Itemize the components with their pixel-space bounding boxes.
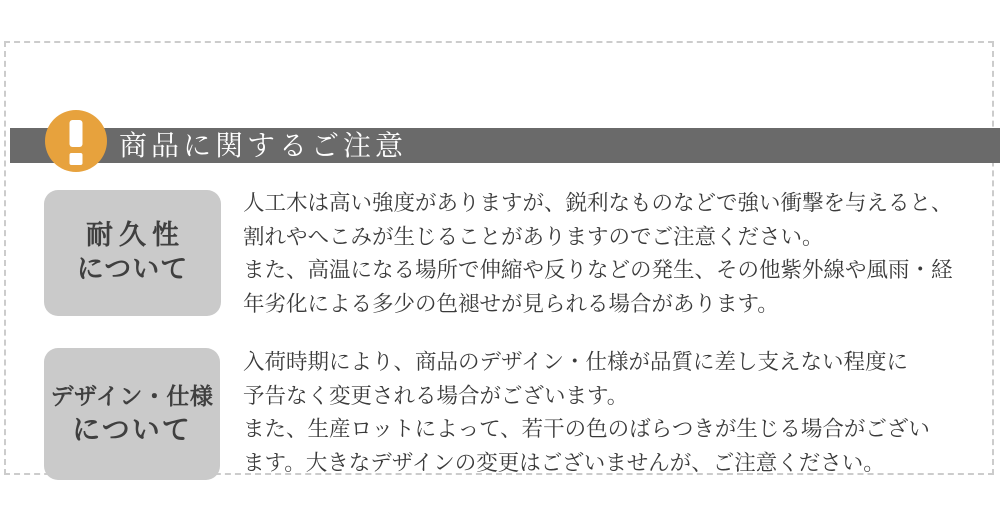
- design-spec-label-line1: デザイン・仕様: [50, 384, 214, 410]
- design-spec-label-box: [44, 348, 220, 480]
- exclamation-icon: [45, 110, 107, 172]
- exclamation-dot: [70, 153, 83, 165]
- durability-label-line2: について: [76, 254, 189, 285]
- durability-text-line2: 割れやへこみが生じることがありますのでご注意ください。: [243, 224, 824, 250]
- notice-panel: [4, 41, 994, 475]
- durability-text-line3: また、高温になる場所で伸縮や反りなどの発生、その他紫外線や風雨・経: [243, 258, 953, 283]
- design-spec-text-line4: ます。大きなデザインの変更はございませんが、ご注意ください。: [243, 450, 885, 476]
- design-spec-text-line1: 入荷時期により、商品のデザイン・仕様が品質に差し支えない程度に: [243, 350, 908, 375]
- durability-text-line1: 人工木は高い強度がありますが、鋭利なものなどで強い衝撃を与えると、: [243, 191, 953, 216]
- durability-text-line4: 年劣化による多少の色褪せが見られる場合があります。: [243, 291, 779, 317]
- durability-text: [243, 187, 953, 321]
- durability-label-box: [44, 190, 221, 316]
- design-spec-label-line2: について: [72, 413, 192, 446]
- notice-title: 商品に関するご注意: [119, 129, 408, 162]
- durability-label-line1: 耐久性: [86, 220, 185, 251]
- design-spec-text: [243, 346, 930, 480]
- design-spec-text-line2: 予告なく変更される場合がございます。: [243, 383, 629, 409]
- exclamation-bar: [70, 120, 83, 147]
- design-spec-text-line3: また、生産ロットによって、若干の色のばらつきが生じる場合がござい: [243, 417, 930, 442]
